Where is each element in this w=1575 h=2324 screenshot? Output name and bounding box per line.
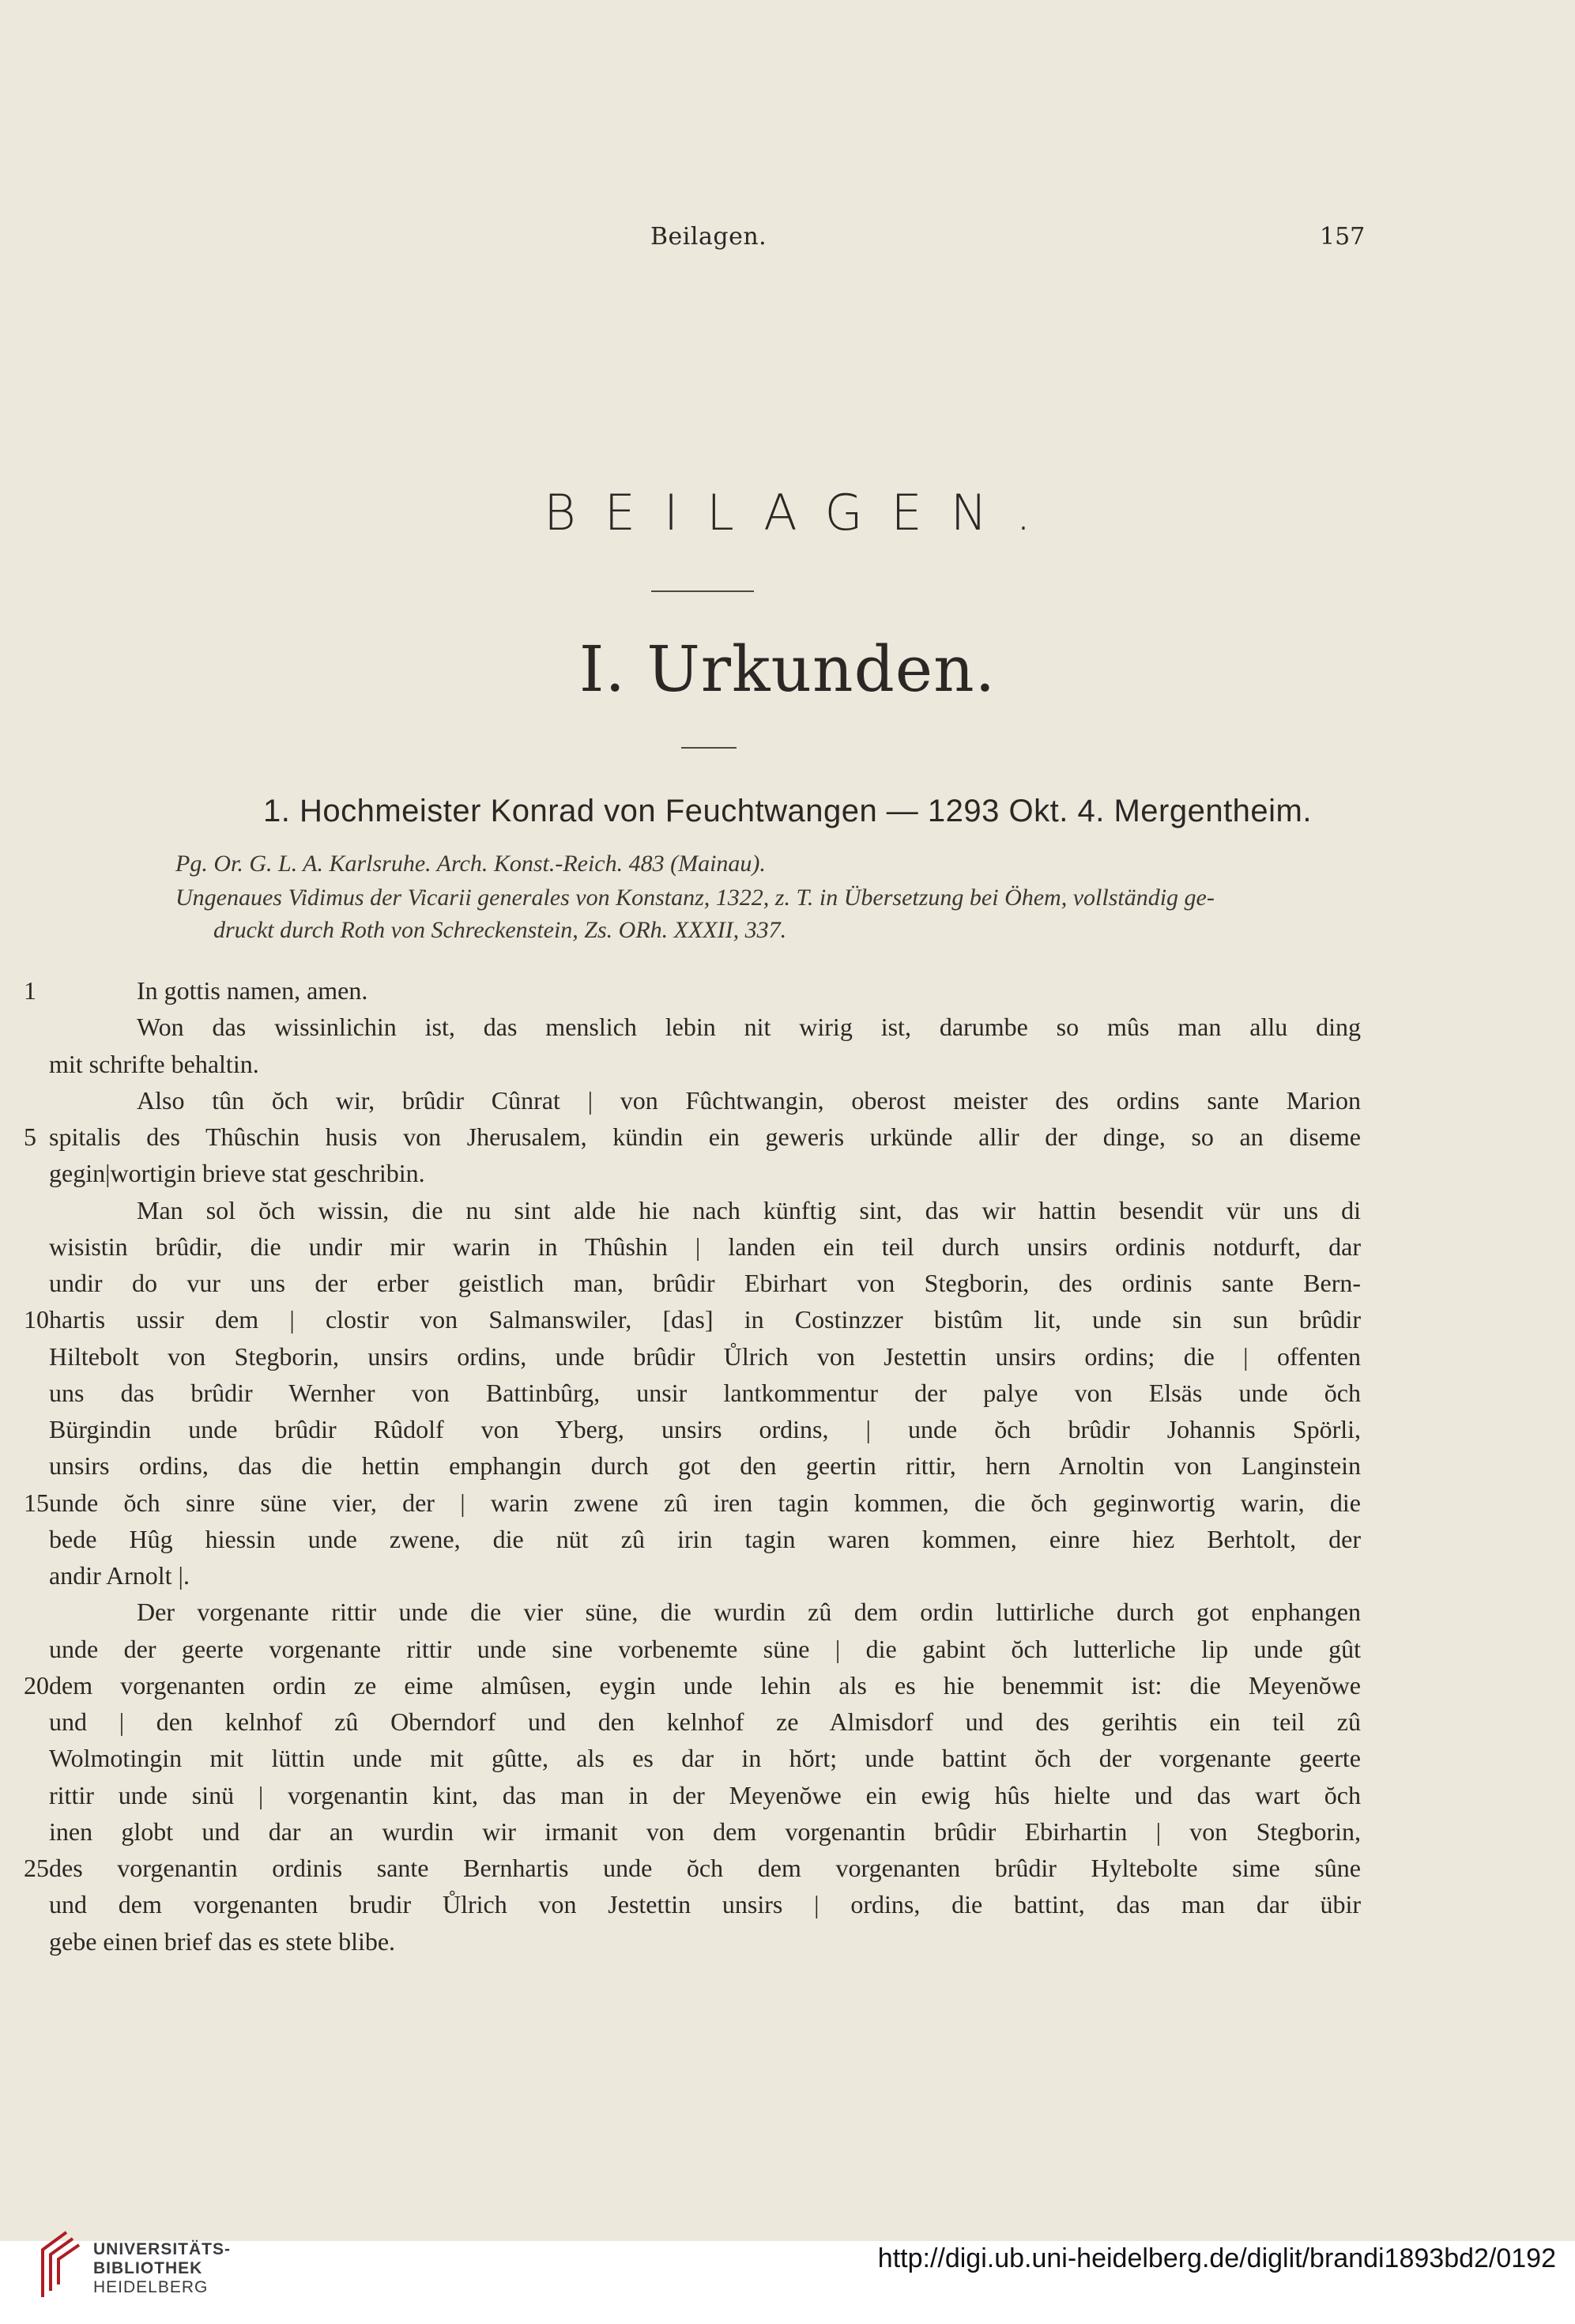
library-name-line: BIBLIOTHEK <box>93 2259 203 2277</box>
body-line: unsirs ordins, das die hettin emphangin durch got den geertin rittir, hern Arnoltin von Langinstein <box>49 1451 1361 1480</box>
library-name-line: UNIVERSITÄTS- <box>93 2240 232 2258</box>
body-line: des vorgenantin ordinis sante Bernhartis unde ŏch dem vorgenanten brûdir Hyltebolte sime sûne <box>49 1854 1361 1882</box>
body-line: mit schrifte behaltin. <box>49 1050 259 1078</box>
page-title: BEILAGEN. <box>544 484 1060 541</box>
line-number: 1 <box>24 976 36 1005</box>
line-number: 15 <box>24 1488 49 1517</box>
body-line: dem vorgenanten ordin ze eime almûsen, eygin unde lehin als es hie benemmit ist: die Meyenŏwe <box>49 1671 1361 1700</box>
body-line: spitalis des Thûschin husis von Jherusalem, kündin ein geweris urkünde allir der dinge, so an diseme <box>49 1122 1361 1151</box>
body-line: und dem vorgenanten brudir Ůlrich von Jestettin unsirs | ordins, die battint, das man dar übir <box>49 1890 1361 1918</box>
citation-line: Pg. Or. G. L. A. Karlsruhe. Arch. Konst.-Reich. 483 (Mainau). <box>175 851 766 877</box>
page-number: 157 <box>1320 223 1366 251</box>
title-rule <box>651 590 754 592</box>
library-name-line: HEIDELBERG <box>93 2278 209 2296</box>
body-line: bede Hûg hiessin unde zwene, die nüt zû irin tagin waren kommen, einre hiez Berhtolt, der <box>49 1525 1361 1553</box>
body-line: gegin|wortigin brieve stat geschribin. <box>49 1159 425 1187</box>
body-line: undir do vur uns der erber geistlich man, brûdir Ebirhart von Stegborin, des ordinis sante Bern- <box>49 1269 1361 1297</box>
body-line: In gottis namen, amen. <box>137 976 368 1005</box>
citation-line: druckt durch Roth von Schreckenstein, Zs. ORh. XXXII, 337. <box>213 917 787 943</box>
section-rule <box>681 747 737 749</box>
line-number: 20 <box>24 1671 49 1700</box>
body-line: Bürgindin unde brûdir Rûdolf von Yberg, unsirs ordins, | unde ŏch brûdir Johannis Spörli, <box>49 1415 1361 1443</box>
section-title: I. Urkunden. <box>578 632 997 706</box>
body-line: unde der geerte vorgenante rittir unde sine vorbenemte süne | die gabint ŏch lutterliche lip unde gût <box>49 1635 1361 1663</box>
body-line: Man sol ŏch wissin, die nu sint alde hie nach künftig sint, das wir hattin besendit vür uns di <box>137 1196 1361 1224</box>
line-number: 5 <box>24 1122 36 1151</box>
body-line: rittir unde sinü | vorgenantin kint, das man in der Meyenŏwe ein ewig hûs hielte und das wart ŏch <box>49 1781 1361 1809</box>
body-line: Also tûn ŏch wir, brûdir Cûnrat | von Fûchtwangin, oberost meister des ordins sante Marion <box>137 1086 1361 1115</box>
body-line: wisistin brûdir, die undir mir warin in Thûshin | landen ein teil durch unsirs ordinis notdurft, dar <box>49 1232 1361 1261</box>
body-line: gebe einen brief das es stete blibe. <box>49 1927 396 1956</box>
body-line: Wolmotingin mit lüttin unde mit gûtte, als es dar in hŏrt; unde battint ŏch der vorgenante geerte <box>49 1744 1361 1772</box>
document-heading: 1. Hochmeister Konrad von Feuchtwangen — 1293 Okt. 4. Mergentheim. <box>262 794 1312 828</box>
source-url-link[interactable]: http://digi.ub.uni-heidelberg.de/diglit/brandi1893bd2/0192 <box>877 2243 1556 2273</box>
body-line: Hiltebolt von Stegborin, unsirs ordins, unde brûdir Ůlrich von Jestettin unsirs ordins; die | offenten <box>49 1342 1361 1371</box>
line-number: 25 <box>24 1854 49 1882</box>
body-line: hartis ussir dem | clostir von Salmanswiler, [das] in Costinzzer bistûm lit, unde sin sun brûdir <box>49 1305 1361 1334</box>
body-line: andir Arnolt |. <box>49 1561 190 1590</box>
library-logo-icon <box>36 2228 92 2299</box>
body-line: inen globt und dar an wurdin wir irmanit von dem vorgenantin brûdir Ebirhartin | von Stegborin, <box>49 1817 1361 1846</box>
citation-line: Ungenaues Vidimus der Vicarii generales von Konstanz, 1322, z. T. in Übersetzung bei Öhem, vollständig ge- <box>175 885 1215 911</box>
body-line: unde ŏch sinre süne vier, der | warin zwene zû iren tagin kommen, die ŏch geginwortig warin, die <box>49 1488 1361 1517</box>
line-number: 10 <box>24 1305 49 1334</box>
body-line: und | den kelnhof zû Oberndorf und den kelnhof ze Almisdorf und des gerihtis ein teil zû <box>49 1707 1361 1736</box>
library-name <box>93 2240 231 2297</box>
running-head: Beilagen. <box>650 223 767 251</box>
body-line: uns das brûdir Wernher von Battinbûrg, unsir lantkommentur der palye von Elsäs unde ŏch <box>49 1379 1361 1407</box>
body-line: Der vorgenante rittir unde die vier süne, die wurdin zû dem ordin luttirliche durch got enphangen <box>137 1598 1361 1626</box>
body-line: Won das wissinlichin ist, das menslich lebin nit wirig ist, darumbe so mûs man allu ding <box>137 1013 1361 1041</box>
